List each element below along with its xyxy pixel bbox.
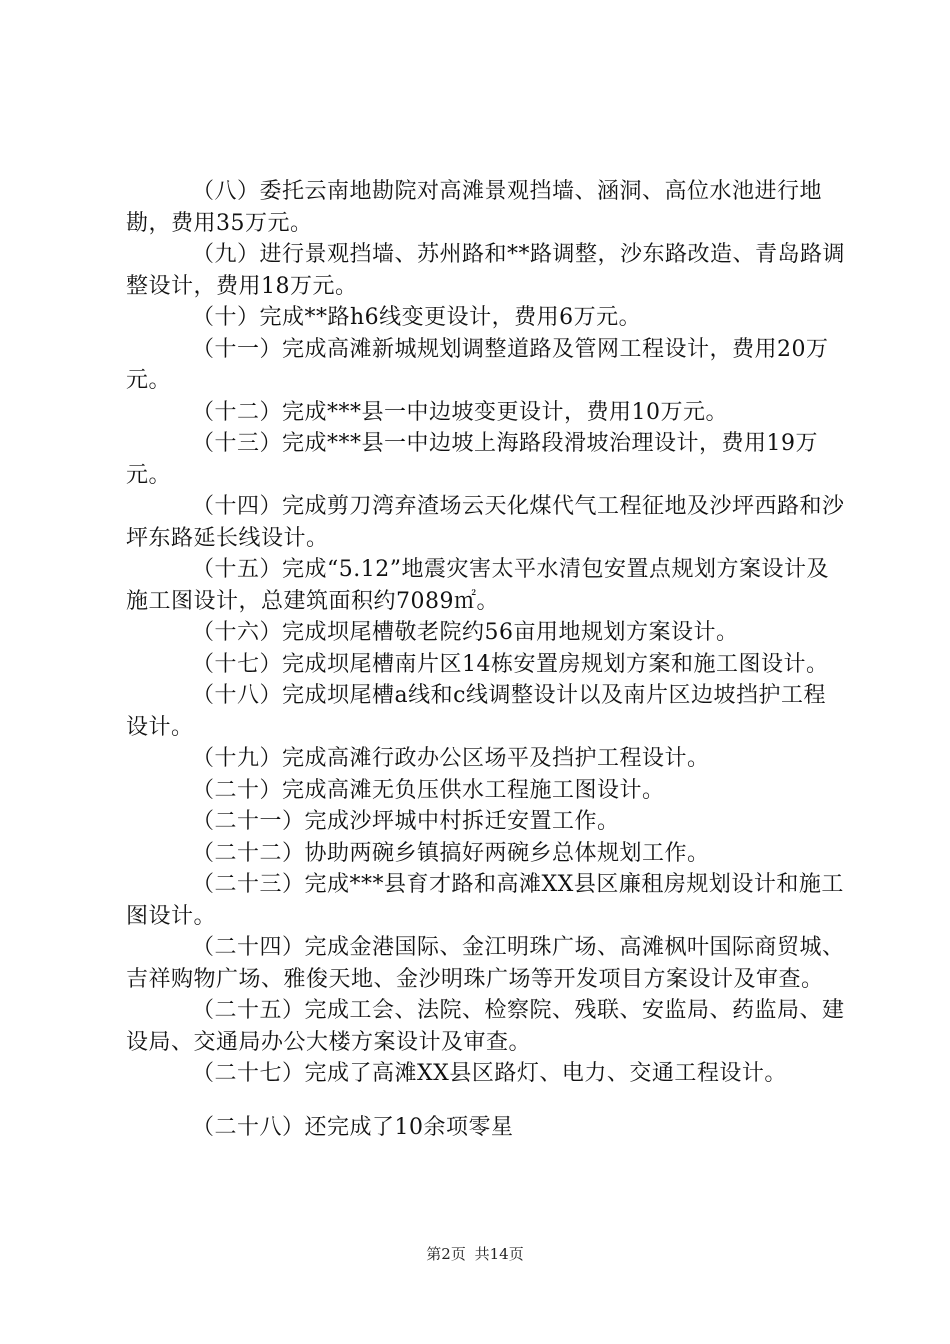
document-body [126,176,846,1143]
paragraph-9: （九）进行景观挡墙、苏州路和**路调整，沙东路改造、青岛路调整设计，费用18万元。 [126,242,846,299]
page-number: 第2页 [426,1245,466,1263]
paragraph-23: （二十三）完成***县育才路和高滩XX县区廉租房规划设计和施工图设计。 [126,872,844,929]
page-footer [0,1243,950,1264]
paragraph-14: （十四）完成剪刀湾弃渣场云天化煤代气工程征地及沙坪西路和沙坪东路延长线设计。 [126,494,845,551]
paragraph-24: （二十四）完成金港国际、金江明珠广场、高滩枫叶国际商贸城、吉祥购物广场、雅俊天地、金沙明珠广场等开发项目方案设计及审查。 [126,935,845,992]
paragraph-22: （二十二）协助两碗乡镇搞好两碗乡总体规划工作。 [192,840,710,866]
paragraph-17: （十七）完成坝尾槽南片区14栋安置房规划方案和施工图设计。 [192,651,829,677]
paragraph-8: （八）委托云南地勘院对高滩景观挡墙、涵洞、高位水池进行地勘，费用35万元。 [126,179,823,236]
paragraph-15: （十五）完成“5.12”地震灾害太平水清包安置点规划方案设计及施工图设计，总建筑面积约7089㎡。 [126,557,829,614]
paragraph-18: （十八）完成坝尾槽a线和c线调整设计以及南片区边坡挡护工程设计。 [126,683,826,740]
paragraph-19: （十九）完成高滩行政办公区场平及挡护工程设计。 [192,746,710,771]
paragraph-25: （二十五）完成工会、法院、检察院、残联、安监局、药监局、建设局、交通局办公大楼方案设计及审查。 [126,998,845,1055]
paragraph-27: （二十七）完成了高滩XX县区路灯、电力、交通工程设计。 [192,1061,787,1086]
paragraph-28: （二十八）还完成了10余项零星 [192,1114,514,1140]
paragraph-21: （二十一）完成沙坪城中村拆迁安置工作。 [192,809,620,834]
paragraph-13: （十三）完成***县一中边坡上海路段滑坡治理设计，费用19万元。 [126,431,818,488]
paragraph-16: （十六）完成坝尾槽敬老院约56亩用地规划方案设计。 [192,620,739,645]
paragraph-10: （十）完成**路h6线变更设计，费用6万元。 [192,305,642,330]
paragraph-11: （十一）完成高滩新城规划调整道路及管网工程设计，费用20万元。 [126,336,829,393]
paragraph-20: （二十）完成高滩无负压供水工程施工图设计。 [192,777,665,803]
page-total: 共14页 [474,1245,524,1263]
paragraph-12: （十二）完成***县一中边坡变更设计，费用10万元。 [192,399,728,425]
